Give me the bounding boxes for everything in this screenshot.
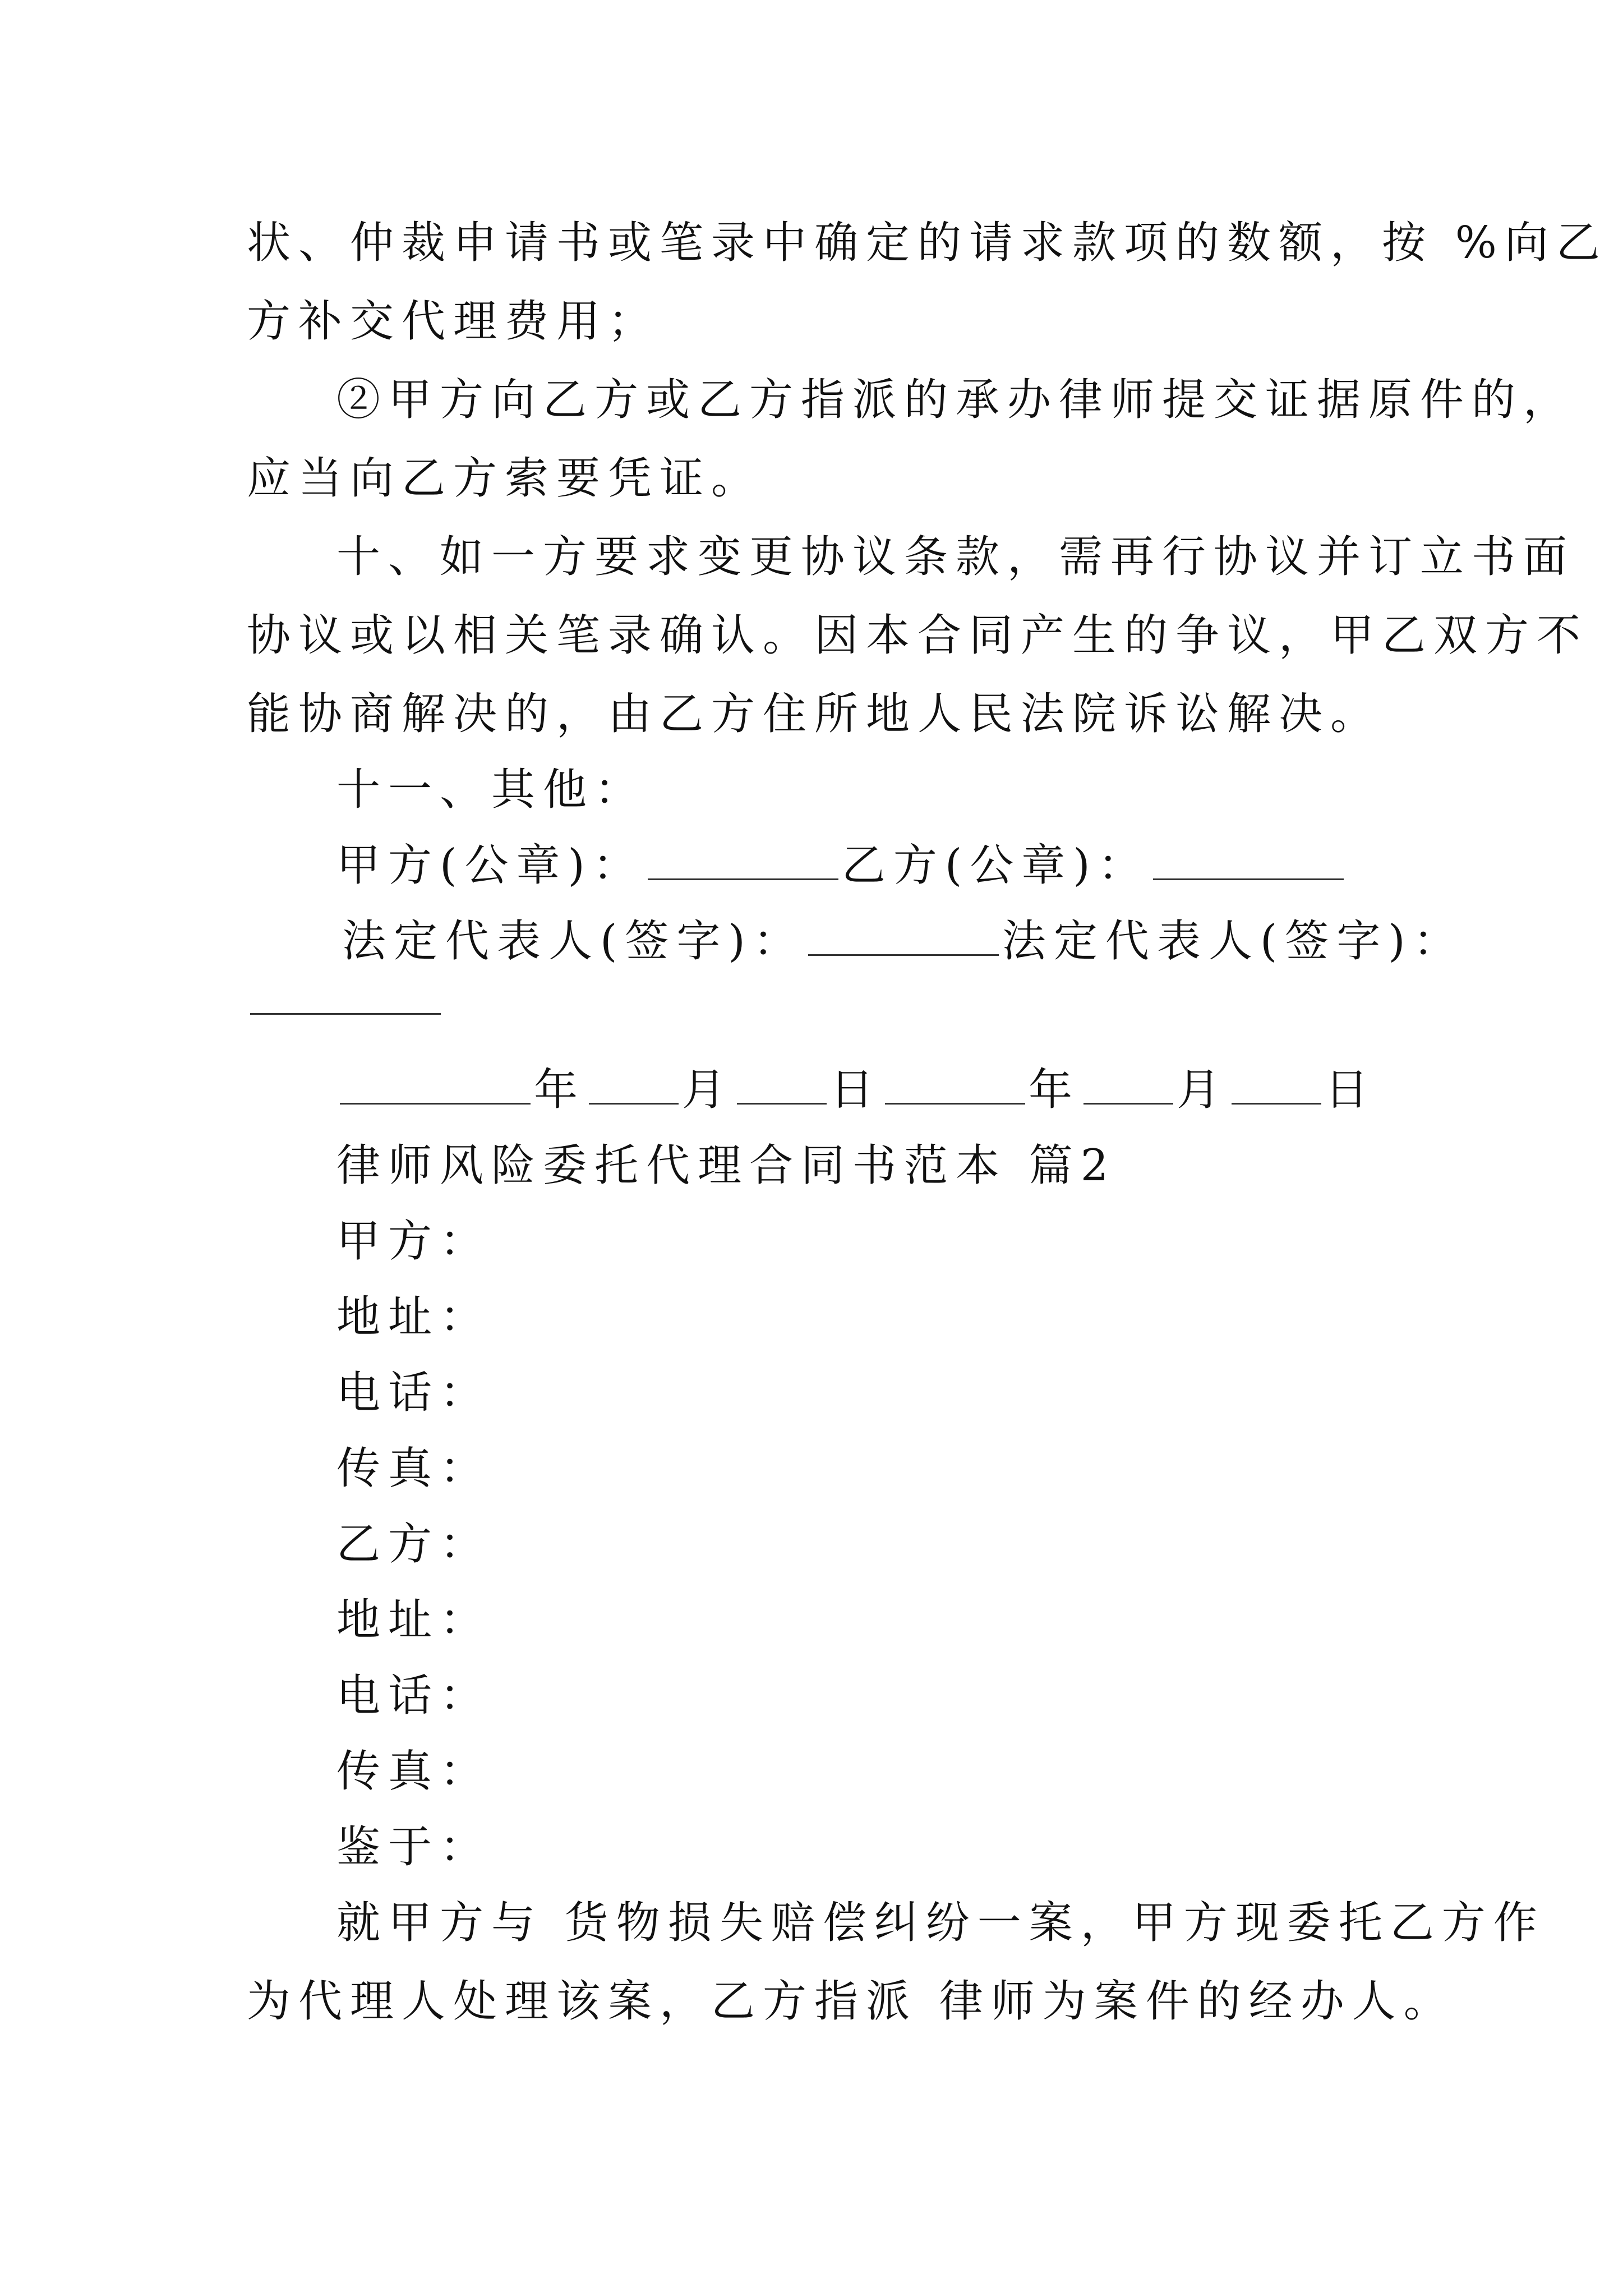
party-b-seal-blank [1153, 840, 1344, 880]
party-a-seal-blank [648, 840, 838, 880]
phone-a-label: 电话： [336, 1368, 492, 1418]
date-a-day: 日 [830, 1065, 882, 1115]
party-b-seal-label: 乙方(公章)： [841, 840, 1150, 891]
date-b-month-blank [1083, 1065, 1173, 1105]
address-a-label: 地址： [336, 1292, 492, 1342]
signature-line [342, 914, 1465, 968]
date-a-day-blank [737, 1065, 827, 1105]
date-b-year-blank [885, 1065, 1025, 1105]
paragraph-line: 能协商解决的，由乙方住所地人民法院诉讼解决。 [247, 689, 1382, 739]
date-a-year: 年 [534, 1065, 586, 1115]
fax-b-label: 传真： [336, 1746, 492, 1797]
rep-a-label: 法定代表人(签字)： [342, 916, 805, 967]
paragraph-line: 十、如一方要求变更协议条款，需再行协议并订立书面 [336, 532, 1575, 582]
whereas-label: 鉴于： [336, 1822, 492, 1872]
date-b-year: 年 [1029, 1065, 1081, 1115]
date-line [336, 1063, 1376, 1117]
date-a-year-blank [340, 1065, 531, 1105]
party-b-label: 乙方： [336, 1519, 492, 1570]
paragraph-line: 协议或以相关笔录确认。因本合同产生的争议，甲乙双方不 [247, 610, 1589, 661]
seal-line [336, 839, 1347, 892]
paragraph-line: 应当向乙方索要凭证。 [247, 453, 763, 504]
party-a-seal-label: 甲方(公章)： [336, 840, 644, 891]
paragraph-line: ②甲方向乙方或乙方指派的承办律师提交证据原件的， [336, 375, 1575, 425]
fax-a-label: 传真： [336, 1443, 492, 1494]
paragraph-line: 方补交代理费用； [247, 296, 660, 347]
rep-b-blank [250, 975, 441, 1015]
date-b-day: 日 [1325, 1065, 1377, 1115]
party-a-label: 甲方： [336, 1216, 492, 1267]
section-title: 律师风险委托代理合同书范本 篇2 [336, 1140, 1117, 1191]
paragraph-line: 为代理人处理该案，乙方指派 律师为案件的经办人。 [247, 1976, 1455, 2027]
paragraph-line: 就甲方与 货物损失赔偿纠纷一案，甲方现委托乙方作 [336, 1898, 1545, 1948]
rep-a-blank [808, 916, 999, 956]
clause-heading: 十一、其他： [336, 765, 647, 815]
date-b-day-blank [1232, 1065, 1321, 1105]
date-a-month-blank [589, 1065, 679, 1105]
date-b-month: 月 [1177, 1065, 1229, 1115]
paragraph-line: 状、仲裁申请书或笔录中确定的请求款项的数额，按 %向乙 [247, 218, 1608, 268]
date-a-month: 月 [682, 1065, 734, 1115]
rep-b-label: 法定代表人(签字)： [1002, 916, 1465, 967]
phone-b-label: 电话： [336, 1671, 492, 1721]
signature-continuation [247, 973, 444, 1027]
address-b-label: 地址： [336, 1595, 492, 1645]
